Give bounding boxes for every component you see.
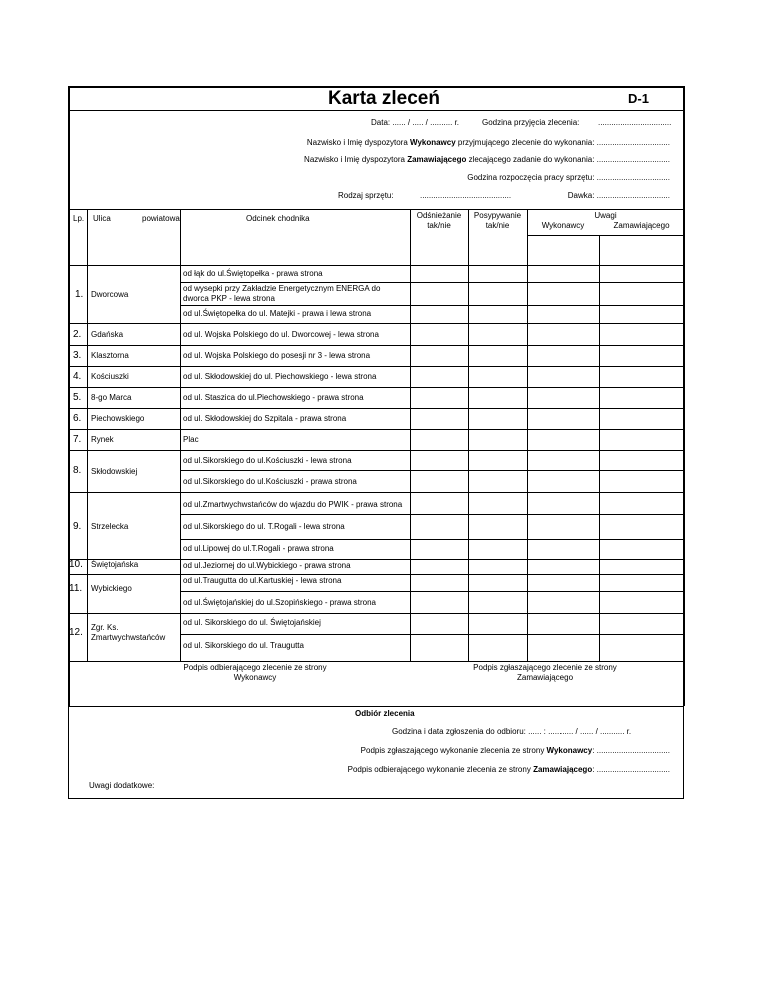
th-street: Ulica bbox=[93, 214, 111, 223]
date-field[interactable]: Data: ...... / ..... / .......... r. bbox=[371, 118, 460, 127]
row10-section1: od ul.Jeziornej do ul.Wybickiego - prawa strona bbox=[183, 561, 351, 570]
row2-section1: od ul. Wojska Polskiego do ul. Dworcowej - lewa strona bbox=[183, 330, 379, 339]
row5-street: 8-go Marca bbox=[91, 393, 132, 402]
row12-bottom bbox=[68, 661, 684, 662]
receipt-time-field[interactable]: Godzina i data zgłoszenia do odbioru: ...... : ...... bbox=[392, 727, 562, 736]
row2-street: Gdańska bbox=[91, 330, 124, 339]
row8-street: Skłodowskiej bbox=[91, 467, 138, 476]
receipt-title: Odbiór zlecenia bbox=[355, 709, 415, 718]
row9-number: 9. bbox=[73, 521, 82, 532]
notes-label[interactable]: Uwagi dodatkowe: bbox=[89, 781, 155, 790]
row1-sub2 bbox=[180, 305, 684, 306]
th-client: Zamawiającego bbox=[613, 221, 670, 230]
row12-section2: od ul. Sikorskiego do ul. Traugutta bbox=[183, 641, 304, 650]
row5-section1: od ul. Staszica do ul.Piechowskiego - prawa strona bbox=[183, 393, 364, 402]
col-lp bbox=[87, 209, 88, 661]
remarks-split bbox=[527, 235, 684, 236]
row3-section1: od ul. Wojska Polskiego do posesji nr 3 - lewa strona bbox=[183, 351, 371, 360]
row6-street: Piechowskiego bbox=[91, 414, 145, 423]
row8-section1: od ul.Sikorskiego do ul.Kościuszki - lewa strona bbox=[183, 456, 352, 465]
row8-number: 8. bbox=[73, 465, 82, 476]
row6-number: 6. bbox=[73, 413, 82, 424]
row7-number: 7. bbox=[73, 434, 82, 445]
dose-field[interactable]: Dawka: ................................. bbox=[567, 191, 670, 200]
signature-contractor[interactable]: Podpis odbierającego zlecenie ze strony Wykonawcy bbox=[183, 663, 327, 682]
accept-time-label: Godzina przyjęcia zlecenia: bbox=[482, 118, 580, 127]
th-contractor: Wykonawcy bbox=[541, 221, 585, 230]
row11-section2: od ul.Świętojańskiej do ul.Szopińskiego - prawa strona bbox=[183, 598, 376, 607]
row10-number: 10. bbox=[69, 559, 83, 570]
receipt-bottom bbox=[68, 798, 684, 799]
row11-sub1 bbox=[180, 591, 684, 592]
row11-number: 11. bbox=[69, 583, 83, 594]
receipt-left bbox=[68, 706, 69, 798]
row12-section1: od ul. Sikorskiego do ul. Świętojańskiej bbox=[183, 618, 321, 627]
row1-section3: od ul.Świętopełka do ul. Matejki - prawa i lewa strona bbox=[183, 309, 372, 318]
row9-bottom bbox=[68, 559, 684, 560]
row9-section1: od ul.Zmartwychwstańców do wjazdu do PWIK - prawa strona bbox=[183, 500, 403, 509]
form-title: Karta zleceń bbox=[328, 88, 440, 109]
row6-bottom bbox=[68, 429, 684, 430]
row3-number: 3. bbox=[73, 350, 82, 361]
row10-bottom bbox=[68, 574, 684, 575]
col-contractor bbox=[599, 235, 600, 661]
receipt-client-signature[interactable]: Podpis odbierającego wykonanie zlecenia ze strony Zamawiającego: ................................. bbox=[347, 765, 670, 774]
th-section: Odcinek chodnika bbox=[246, 214, 310, 223]
row6-section1: od ul. Skłodowskiej do Szpitala - prawa strona bbox=[183, 414, 347, 423]
row7-street: Rynek bbox=[91, 435, 114, 444]
receipt-date-field[interactable]: ...... / ...... / ........... r. bbox=[560, 727, 632, 736]
table-header-bottom bbox=[68, 265, 684, 266]
equipment-field[interactable]: ......................................... bbox=[420, 191, 512, 200]
row11-bottom bbox=[68, 613, 684, 614]
row3-bottom bbox=[68, 366, 684, 367]
row5-number: 5. bbox=[73, 392, 82, 403]
row2-bottom bbox=[68, 345, 684, 346]
row1-bottom bbox=[68, 323, 684, 324]
row12-sub1 bbox=[180, 634, 684, 635]
th-remarks: Uwagi bbox=[594, 211, 617, 220]
row11-section1: od ul.Traugutta do ul.Kartuskiej - lewa strona bbox=[183, 576, 342, 585]
col-snow bbox=[468, 209, 469, 661]
row7-bottom bbox=[68, 450, 684, 451]
row5-bottom bbox=[68, 408, 684, 409]
client-dispatcher-field[interactable]: Nazwisko i Imię dyspozytora Zamawiającego zlecającego zadanie do wykonania: ................................. bbox=[304, 155, 670, 164]
title-separator bbox=[68, 110, 684, 111]
row8-sub1 bbox=[180, 470, 684, 471]
row8-section2: od ul.Sikorskiego do ul.Kościuszki - prawa strona bbox=[183, 477, 357, 486]
row12-street: Zgr. Ks. Zmartwychwstańców bbox=[91, 623, 166, 642]
row4-street: Kościuszki bbox=[91, 372, 129, 381]
row4-number: 4. bbox=[73, 371, 82, 382]
row1-number: 1. bbox=[75, 289, 84, 300]
row1-section1: od łąk do ul.Świętopełka - prawa strona bbox=[183, 269, 323, 278]
contractor-dispatcher-field[interactable]: Nazwisko i Imię dyspozytora Wykonawcy przyjmującego zlecenie do wykonania: ................................. bbox=[306, 138, 670, 147]
col-street bbox=[180, 209, 181, 661]
form-code: D-1 bbox=[628, 91, 649, 106]
equipment-label: Rodzaj sprzętu: bbox=[338, 191, 394, 200]
row2-number: 2. bbox=[73, 329, 82, 340]
receipt-right bbox=[683, 706, 684, 798]
frame-bottom bbox=[68, 706, 684, 707]
signature-client[interactable]: Podpis zgłaszającego zlecenie ze strony Zamawiającego bbox=[473, 663, 617, 682]
row8-bottom bbox=[68, 492, 684, 493]
row9-section2: od ul.Sikorskiego do ul. T.Rogali - lewa strona bbox=[183, 522, 345, 531]
table-top bbox=[68, 209, 684, 210]
row10-street: Świętojańska bbox=[91, 560, 139, 569]
row4-section1: od ul. Skłodowskiej do ul. Piechowskiego - lewa strona bbox=[183, 372, 377, 381]
row11-street: Wybickiego bbox=[91, 584, 132, 593]
th-sprinkle: Posypywanie tak/nie bbox=[473, 211, 522, 230]
col-section bbox=[410, 209, 411, 661]
row9-street: Strzelecka bbox=[91, 522, 129, 531]
row12-number: 12. bbox=[69, 627, 83, 638]
row1-section2: od wysepki przy Zakładzie Energetycznym ENERGA do dworca PKP - lewa strona bbox=[183, 284, 381, 303]
row4-bottom bbox=[68, 387, 684, 388]
th-district: powiatowa bbox=[142, 214, 180, 223]
row9-sub1 bbox=[180, 514, 684, 515]
row9-sub2 bbox=[180, 539, 684, 540]
accept-time-field[interactable]: ................................. bbox=[598, 118, 672, 127]
receipt-contractor-signature[interactable]: Podpis zgłaszającego wykonanie zlecenia ze strony Wykonawcy: ................................. bbox=[360, 746, 670, 755]
row3-street: Klasztorna bbox=[91, 351, 129, 360]
row9-section3: od ul.Lipowej do ul.T.Rogali - prawa strona bbox=[183, 544, 334, 553]
col-sprinkle bbox=[527, 209, 528, 661]
row1-sub1 bbox=[180, 282, 684, 283]
row7-section1: Plac bbox=[183, 435, 199, 444]
th-lp: Lp. bbox=[73, 214, 85, 223]
start-time-field[interactable]: Godzina rozpoczęcia pracy sprzętu: ................................. bbox=[467, 173, 670, 182]
th-snow: Odśnieżanie tak/nie bbox=[416, 211, 462, 230]
row1-street: Dworcowa bbox=[91, 290, 129, 299]
